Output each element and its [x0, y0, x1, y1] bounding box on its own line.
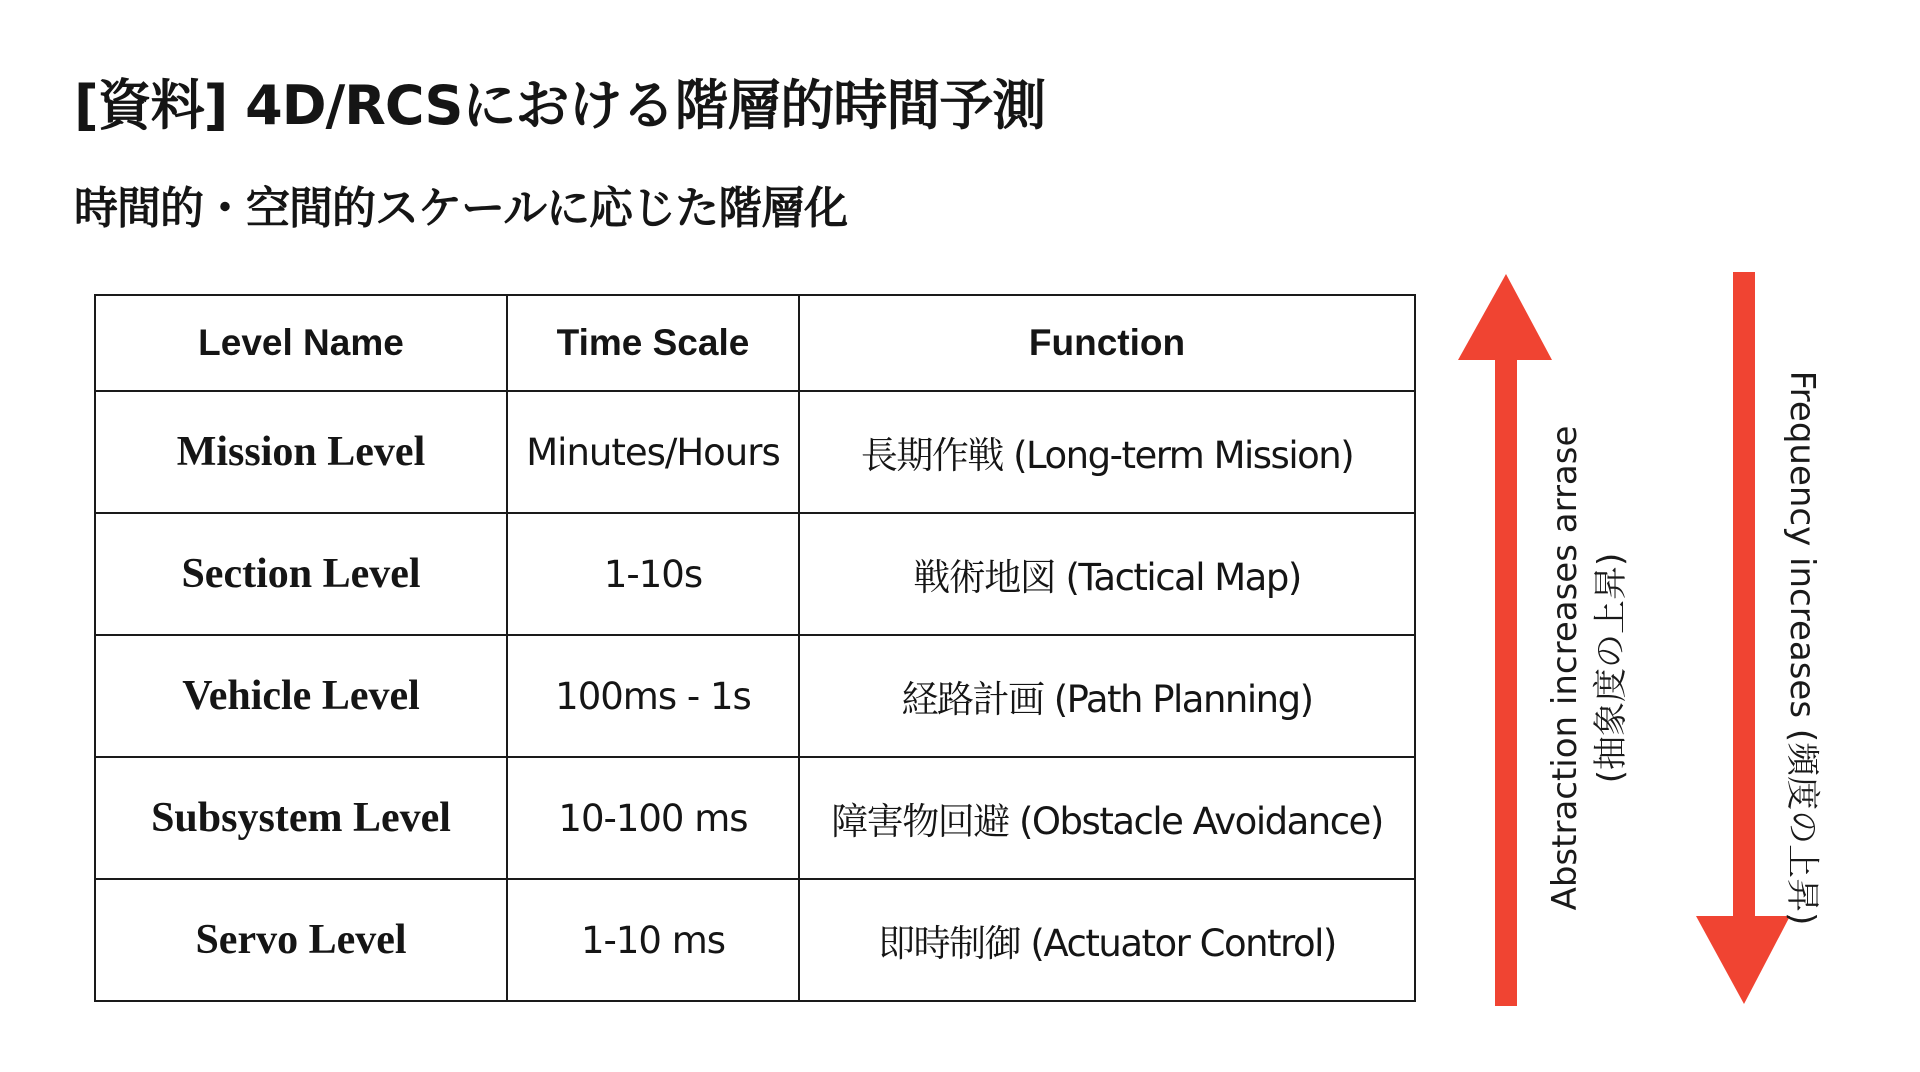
abstraction-label-line2: (抽象度の上昇)	[1591, 552, 1631, 784]
page-subtitle: 時間的・空間的スケールに応じた階層化	[74, 183, 848, 234]
page-title: [資料] 4D/RCSにおける階層的時間予測	[74, 74, 1046, 137]
abstraction-label-line1: Abstraction increases arrase	[1545, 425, 1585, 911]
header-time-scale: Time Scale	[507, 295, 799, 391]
function-cell: 障害物回避 (Obstacle Avoidance)	[799, 757, 1415, 879]
table-row	[95, 513, 1415, 635]
table-row	[95, 879, 1415, 1001]
hierarchy-table	[94, 294, 1416, 1002]
header-function: Function	[799, 295, 1415, 391]
time-scale-cell: Minutes/Hours	[507, 391, 799, 513]
time-scale-cell: 1-10s	[507, 513, 799, 635]
function-cell: 戦術地図 (Tactical Map)	[799, 513, 1415, 635]
abstraction-arrow-icon	[1456, 272, 1556, 1008]
table-header-row	[95, 295, 1415, 391]
level-name-cell: Servo Level	[95, 879, 507, 1001]
level-name-cell: Mission Level	[95, 391, 507, 513]
table-row	[95, 635, 1415, 757]
table-row	[95, 757, 1415, 879]
function-cell: 即時制御 (Actuator Control)	[799, 879, 1415, 1001]
time-scale-cell: 100ms - 1s	[507, 635, 799, 757]
function-cell: 長期作戦 (Long-term Mission)	[799, 391, 1415, 513]
table-row	[95, 391, 1415, 513]
function-cell: 経路計画 (Path Planning)	[799, 635, 1415, 757]
abstraction-label	[1542, 426, 1634, 911]
level-name-cell: Vehicle Level	[95, 635, 507, 757]
time-scale-cell: 10-100 ms	[507, 757, 799, 879]
frequency-label: Frequency increases (頻度の上昇)	[1782, 370, 1822, 926]
time-scale-cell: 1-10 ms	[507, 879, 799, 1001]
level-name-cell: Section Level	[95, 513, 507, 635]
header-level-name: Level Name	[95, 295, 507, 391]
level-name-cell: Subsystem Level	[95, 757, 507, 879]
